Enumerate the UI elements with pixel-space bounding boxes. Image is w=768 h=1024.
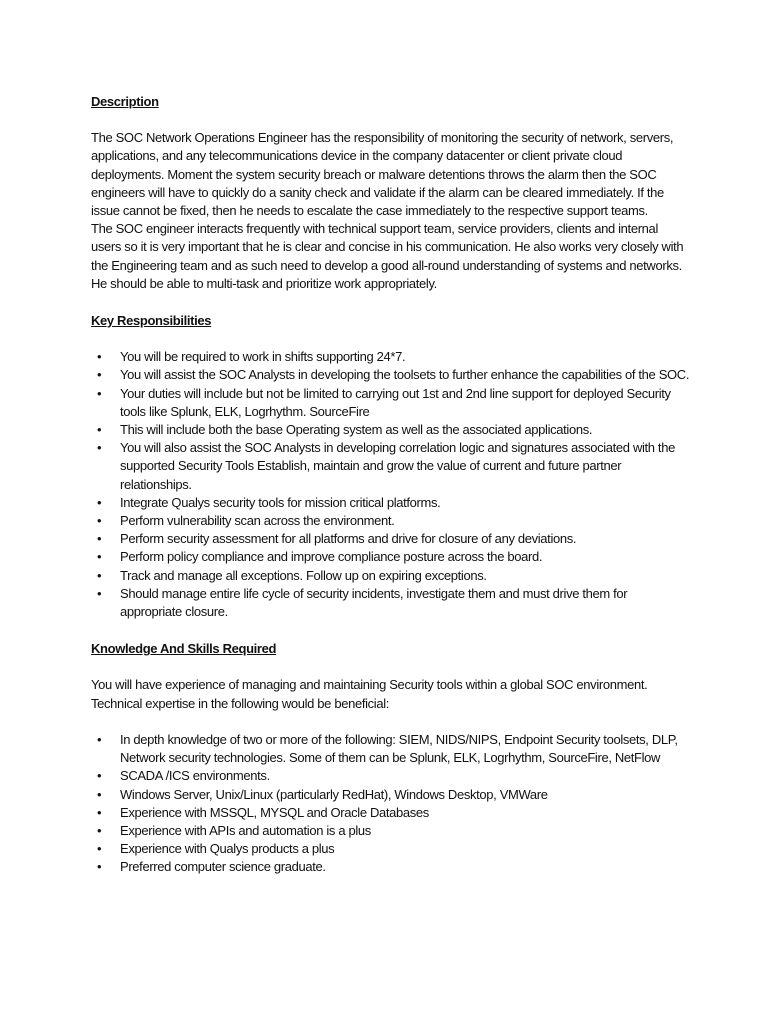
bullet-icon: • bbox=[97, 804, 102, 820]
spacer bbox=[91, 658, 691, 676]
list-item-text: Experience with APIs and automation is a plus bbox=[120, 822, 371, 838]
list-item bbox=[91, 767, 691, 785]
list-item bbox=[91, 512, 691, 530]
bullet-icon: • bbox=[97, 786, 102, 802]
list-item-text: Preferred computer science graduate. bbox=[120, 859, 326, 875]
spacer bbox=[91, 330, 691, 348]
bullet-icon: • bbox=[97, 822, 102, 838]
list-item-text: You will also assist the SOC Analysts in developing correlation logic and signatures associated with the supported Security Tools Establish, maintain and grow the value of current and future partner relationships. bbox=[120, 440, 675, 492]
list-item-text: This will include both the base Operating system as well as the associated applications. bbox=[120, 422, 593, 438]
list-item bbox=[91, 840, 691, 858]
list-item bbox=[91, 494, 691, 512]
bullet-icon: • bbox=[97, 531, 102, 547]
list-item bbox=[91, 366, 691, 384]
description-paragraph-2: The SOC engineer interacts frequently with technical support team, service providers, clients and internal users so it is very important that he is clear and concise in his communication. He also works very closely with the Engineering team and as such need to develop a good all-round understanding of systems and networks. He should be able to multi-task and prioritize work appropriately. bbox=[91, 221, 684, 291]
list-item bbox=[91, 804, 691, 822]
spacer bbox=[91, 713, 691, 731]
responsibilities-list bbox=[91, 348, 691, 621]
skills-intro: You will have experience of managing and maintaining Security tools within a global SOC environment. Technical expertise in the following would be beneficial: bbox=[91, 677, 648, 711]
bullet-icon: • bbox=[97, 349, 102, 365]
bullet-icon: • bbox=[97, 549, 102, 565]
list-item-text: You will be required to work in shifts supporting 24*7. bbox=[120, 349, 406, 365]
bullet-icon: • bbox=[97, 731, 102, 747]
list-item bbox=[91, 530, 691, 548]
list-item-text: Experience with MSSQL, MYSQL and Oracle Databases bbox=[120, 804, 429, 820]
bullet-icon: • bbox=[97, 367, 102, 383]
list-item bbox=[91, 731, 691, 767]
bullet-icon: • bbox=[97, 513, 102, 529]
list-item-text: Windows Server, Unix/Linux (particularly RedHat), Windows Desktop, VMWare bbox=[120, 786, 548, 802]
spacer bbox=[91, 293, 691, 311]
list-item bbox=[91, 822, 691, 840]
bullet-icon: • bbox=[97, 841, 102, 857]
description-heading: Description bbox=[91, 94, 159, 109]
list-item bbox=[91, 585, 691, 621]
list-item-text: Perform policy compliance and improve compliance posture across the board. bbox=[120, 549, 543, 565]
bullet-icon: • bbox=[97, 494, 102, 510]
list-item-text: Your duties will include but not be limited to carrying out 1st and 2nd line support for deployed Security tools like Splunk, ELK, Logrhythm. SourceFire bbox=[120, 385, 671, 419]
description-paragraph-1: The SOC Network Operations Engineer has the responsibility of monitoring the security of network, servers, applications, and any telecommunications device in the company datacenter or client private cloud deployments. Moment the system security breach or malware detentions throws the alarm then the SOC engineers will have to quickly do a sanity check and validate if the alarm can be cleared immediately. If the issue cannot be fixed, then he needs to escalate the case immediately to the respective support teams. bbox=[91, 130, 674, 219]
bullet-icon: • bbox=[97, 859, 102, 875]
spacer bbox=[91, 111, 691, 129]
list-item-text: In depth knowledge of two or more of the following: SIEM, NIDS/NIPS, Endpoint Security toolsets, DLP, Network security technologies. Some of them can be Splunk, ELK, Logrhythm, SourceFire, NetFlow bbox=[120, 731, 678, 766]
list-item-text: Perform vulnerability scan across the environment. bbox=[120, 513, 395, 529]
list-item-text: SCADA /ICS environments. bbox=[120, 768, 270, 784]
list-item-text: Perform security assessment for all platforms and drive for closure of any deviations. bbox=[120, 531, 577, 547]
list-item bbox=[91, 439, 691, 494]
list-item bbox=[91, 421, 691, 439]
list-item-text: Should manage entire life cycle of security incidents, investigate them and must drive them for appropriate closure. bbox=[120, 585, 628, 620]
responsibilities-heading: Key Responsibilities bbox=[91, 313, 212, 329]
list-item-text: Integrate Qualys security tools for mission critical platforms. bbox=[120, 494, 441, 510]
skills-heading: Knowledge And Skills Required bbox=[91, 641, 277, 657]
list-item bbox=[91, 786, 691, 804]
bullet-icon: • bbox=[97, 768, 102, 784]
spacer bbox=[91, 621, 691, 639]
bullet-icon: • bbox=[97, 422, 102, 438]
list-item bbox=[91, 348, 691, 366]
bullet-icon: • bbox=[97, 385, 102, 401]
list-item-text: You will assist the SOC Analysts in developing the toolsets to further enhance the capabilities of the SOC. bbox=[120, 367, 690, 383]
bullet-icon: • bbox=[97, 567, 102, 583]
list-item bbox=[91, 385, 691, 421]
list-item-text: Track and manage all exceptions. Follow up on expiring exceptions. bbox=[120, 567, 487, 583]
bullet-icon: • bbox=[97, 440, 102, 456]
list-item bbox=[91, 567, 691, 585]
skills-list bbox=[91, 731, 691, 877]
list-item bbox=[91, 858, 691, 876]
list-item bbox=[91, 548, 691, 566]
bullet-icon: • bbox=[97, 585, 102, 601]
list-item-text: Experience with Qualys products a plus bbox=[120, 841, 335, 857]
document-page bbox=[91, 92, 691, 877]
